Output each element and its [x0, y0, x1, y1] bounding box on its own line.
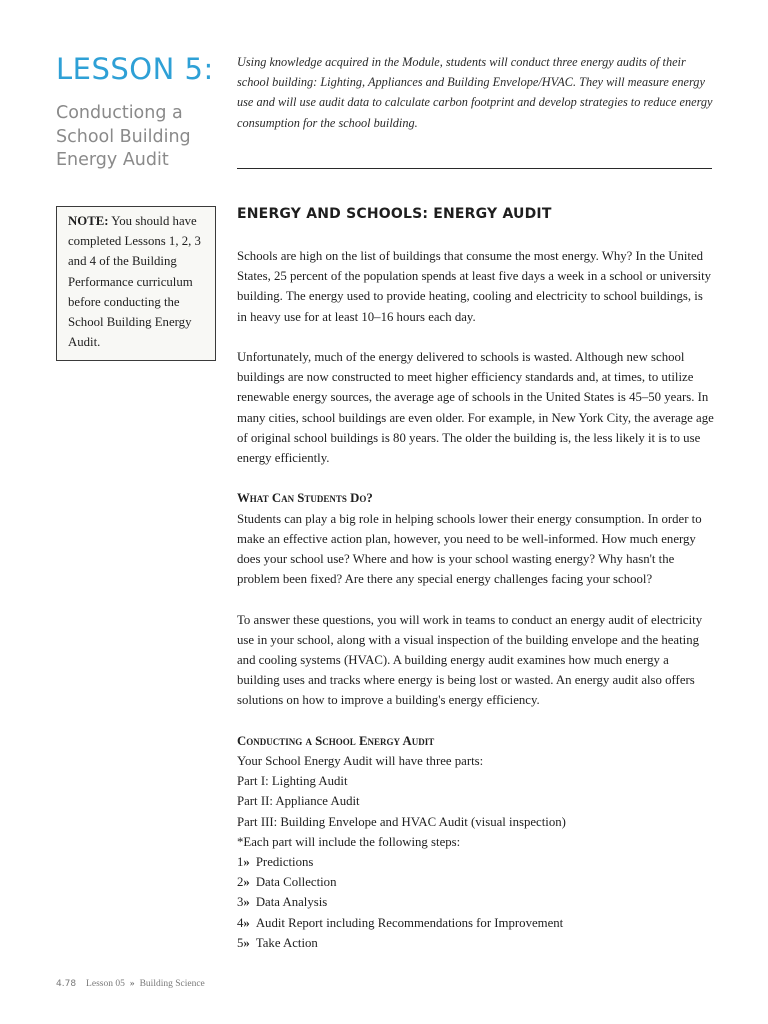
audit-line: *Each part will include the following steps: — [237, 834, 461, 849]
audit-line: Part III: Building Envelope and HVAC Audit (visual inspection) — [237, 814, 566, 829]
audit-line: Your School Energy Audit will have three parts: — [237, 754, 484, 769]
chevron-icon: » — [243, 855, 250, 870]
paragraph-students-role: Students can play a big role in helping schools lower their energy consumption. In order to make an effective action plan, however, you need to be well-informed. How much energy does your school use? Where and how is your school wasting energy? Why hasn't the problem been fixed? Are there any special energy challenges facing your school? — [237, 511, 702, 587]
step-item — [237, 852, 714, 872]
step-text: Audit Report including Recommendations for Improvement — [255, 915, 564, 930]
step-number: 2 — [237, 875, 244, 890]
main-content — [237, 203, 714, 953]
paragraph-energy-wasted: Unfortunately, much of the energy delivered to schools is wasted. Although new school buildings are now constructed to meet higher efficiency standards and, at times, to utilize renewable energy sources, the average age of schools in the United States is 45–50 years. In many cities, school buildings are even older. For example, in New York City, the average age of original school buildings is 80 years. The older the building is, the less likely it is to use energy efficiently. — [237, 350, 714, 466]
step-text: Take Action — [255, 935, 318, 950]
audit-section — [237, 731, 714, 953]
paragraph-energy-consumption: Schools are high on the list of buildings that consume the most energy. Why? In the United States, 25 percent of the population spends at least five days a week in a school or university building. The energy used to provide heating, cooling and electricity to school buildings, is in heavy use for at least 10–16 hours each day. — [237, 249, 712, 324]
lesson-title: LESSON 5: — [56, 52, 214, 86]
chevron-icon: » — [243, 935, 250, 950]
divider-rule — [237, 168, 712, 169]
step-number: 4 — [237, 915, 244, 930]
audit-line: Part II: Appliance Audit — [237, 794, 360, 809]
chevron-icon: » — [243, 915, 250, 930]
step-text: Data Analysis — [255, 895, 328, 910]
step-number: 1 — [237, 855, 244, 870]
subheading-what-can-students-do: What Can Students Do? — [237, 491, 373, 506]
footer-separator-icon: » — [129, 979, 135, 989]
paragraph-energy-audit: To answer these questions, you will work in teams to conduct an energy audit of electricity use in your school, along with a visual inspection of the building envelope and the heating and cooling systems (HVAC). A building energy audit examines how much energy a building uses and tracks where energy is being lost or wasted. An energy audit also offers solutions on how to improve a building's energy efficiency. — [237, 612, 703, 708]
step-item — [237, 933, 714, 953]
step-item — [237, 913, 714, 933]
footer-section: Building Science — [139, 979, 205, 989]
note-box — [56, 206, 216, 361]
note-label: NOTE: — [68, 214, 109, 228]
page-footer — [56, 979, 205, 989]
section-heading: ENERGY AND SCHOOLS: ENERGY AUDIT — [237, 206, 552, 222]
students-section — [237, 488, 714, 589]
chevron-icon: » — [243, 875, 250, 890]
intro-paragraph: Using knowledge acquired in the Module, students will conduct three energy audits of their school building: Lighting, Appliances and Building Envelope/HVAC. They will measure energy use and will use audit data to calculate carbon footprint and develop strategies to reduce energy consumption for the school building. — [237, 55, 713, 130]
footer-lesson: Lesson 05 — [86, 979, 125, 989]
audit-line: Part I: Lighting Audit — [237, 774, 348, 789]
step-number: 3 — [237, 895, 244, 910]
note-text: You should have completed Lessons 1, 2, 3 and 4 of the Building Performance curriculum before conducting the School Building Energy Audit. — [68, 214, 201, 350]
lesson-subtitle: Conductiong a School Building Energy Audit — [56, 103, 191, 170]
step-number: 5 — [237, 935, 244, 950]
page-number: 4.78 — [56, 979, 77, 989]
step-item — [237, 892, 714, 912]
chevron-icon: » — [243, 895, 250, 910]
step-text: Predictions — [255, 855, 314, 870]
step-text: Data Collection — [255, 875, 337, 890]
subheading-conducting-audit: Conducting a School Energy Audit — [237, 733, 435, 748]
step-item — [237, 872, 714, 892]
